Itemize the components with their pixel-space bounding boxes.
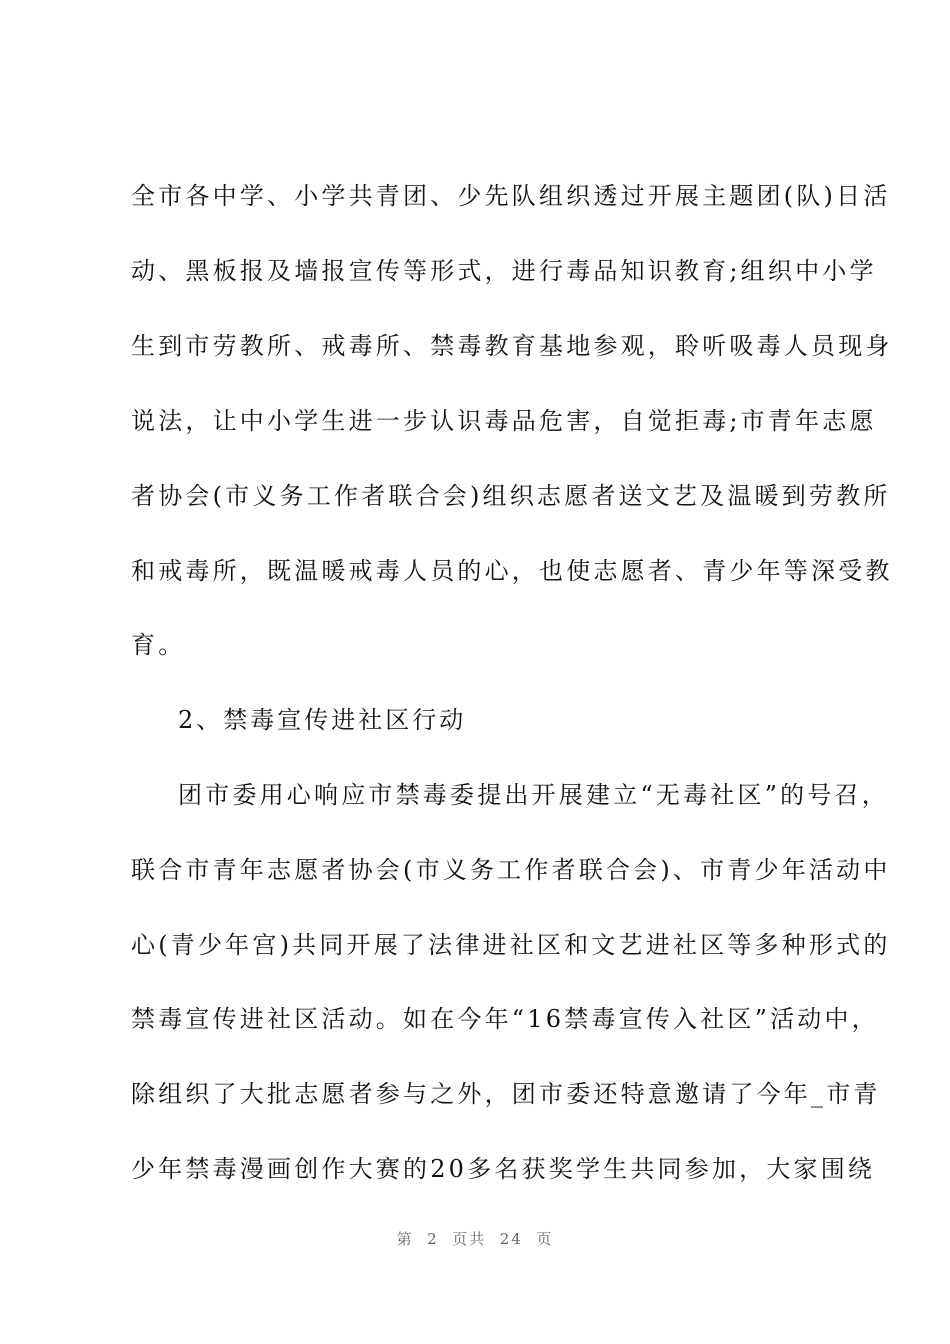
paragraph-1-line-6: 和戒毒所，既温暖戒毒人员的心，也使志愿者、青少年等深受教 [131,557,893,585]
paragraph-2-line-5: 除组织了大批志愿者参与之外，团市委还特意邀请了今年_市青 [131,1080,881,1108]
page-number-footer: 第 2 页共 24 页 [396,1230,554,1248]
paragraph-1-line-5: 者协会(市义务工作者联合会)组织志愿者送文艺及温暖到劳教所 [131,482,891,510]
paragraph-1-line-3: 生到市劳教所、戒毒所、禁毒教育基地参观，聆听吸毒人员现身 [131,332,893,360]
paragraph-1-line-1: 全市各中学、小学共青团、少先队组织透过开展主题团(队)日活 [131,182,891,210]
paragraph-1-line-4: 说法，让中小学生进一步认识毒品危害，自觉拒毒;市青年志愿 [131,407,877,435]
section-2-heading: 2、禁毒宣传进社区行动 [178,706,467,734]
paragraph-2-line-6: 少年禁毒漫画创作大赛的20多名获奖学生共同参加，大家围绕 [131,1155,876,1183]
paragraph-1-line-2: 动、黑板报及墙报宣传等形式，进行毒品知识教育;组织中小学 [131,257,877,285]
paragraph-1-line-7: 育。 [131,631,186,659]
paragraph-2-line-3: 心(青少年宫)共同开展了法律进社区和文艺进社区等多种形式的 [131,931,891,959]
paragraph-2-line-4: 禁毒宣传进社区活动。如在今年“16禁毒宣传入社区”活动中， [131,1005,879,1033]
paragraph-2-line-1: 团市委用心响应市禁毒委提出开展建立“无毒社区”的号召， [178,781,889,809]
paragraph-2-line-2: 联合市青年志愿者协会(市义务工作者联合会)、市青少年活动中 [131,856,891,884]
